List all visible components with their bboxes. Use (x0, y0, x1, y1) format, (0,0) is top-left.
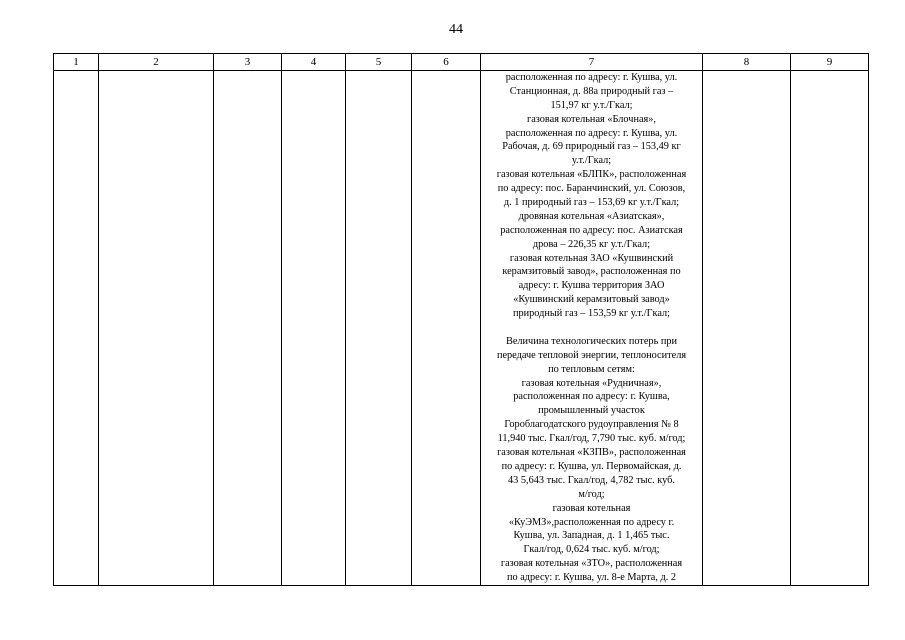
text-line: м/год; (578, 488, 605, 500)
text-line: Величина технологических потерь при (505, 335, 678, 347)
text-line: газовая котельная «Рудничная», (521, 377, 662, 389)
text-line: газовая котельная «КЗПВ», расположенная (497, 447, 686, 459)
text-line: расположенная по адресу: г. Кушва, (513, 391, 670, 403)
column-number: 1 (54, 54, 99, 71)
text-line: Рабочая, д. 69 природный газ – 153,49 кг (502, 141, 681, 153)
text-line: «Кушвинский керамзитовый завод» (513, 294, 670, 306)
column-number: 7 (481, 54, 703, 71)
column-number-row (54, 54, 869, 71)
text-line: природный газ – 153,59 кг у.т./Гкал; (512, 308, 671, 320)
table-cell-col7 (481, 71, 703, 586)
text-line: газовая котельная «Блочная», (526, 113, 656, 125)
text-line: адресу: г. Кушва территория ЗАО (518, 280, 665, 292)
table-cell-col6 (412, 71, 481, 586)
text-line: Гкал/год, 0,624 тыс. куб. м/год; (523, 544, 660, 556)
column-number: 3 (214, 54, 282, 71)
text-line: по адресу: г. Кушва, ул. 8-е Марта, д. 2 (506, 572, 677, 584)
data-table (53, 53, 869, 586)
column-number: 2 (99, 54, 214, 71)
column-number: 9 (791, 54, 869, 71)
column-number: 6 (412, 54, 481, 71)
table-cell-col9 (791, 71, 869, 586)
table-cell-col8 (703, 71, 791, 586)
text-line: газовая котельная ЗАО «Кушвинский (509, 252, 674, 264)
text-line: Кушва, ул. Западная, д. 1 1,465 тыс. (513, 530, 670, 542)
text-line: по адресу: г. Кушва, ул. Первомайская, д. (501, 460, 682, 472)
text-line: дрова – 226,35 кг у.т./Гкал; (532, 238, 651, 250)
text-line: газовая котельная (552, 502, 631, 514)
page-number: 44 (449, 22, 463, 37)
table-row (54, 71, 869, 586)
table-cell-col5 (346, 71, 412, 586)
column-number: 4 (282, 54, 346, 71)
text-line: Станционная, д. 88а природный газ – (509, 85, 674, 97)
table-cell-col2 (99, 71, 214, 586)
text-line: газовая котельная «ЗТО», расположенная (500, 558, 683, 570)
table-cell-col4 (282, 71, 346, 586)
table-cell-col1 (54, 71, 99, 586)
text-line: 11,940 тыс. Гкал/год, 7,790 тыс. куб. м/год; (497, 433, 686, 445)
blank-line (482, 321, 701, 335)
text-line: по адресу: пос. Баранчинский, ул. Союзов, (497, 183, 686, 195)
text-line: расположенная по адресу: г. Кушва, ул. (505, 72, 678, 83)
column-number: 8 (703, 54, 791, 71)
text-line: промышленный участок (538, 405, 645, 417)
table-cell-col3 (214, 71, 282, 586)
text-line: дровяная котельная «Азиатская», (518, 210, 665, 222)
text-line: расположенная по адресу: пос. Азиатская (500, 224, 683, 236)
text-line: 43 5,643 тыс. Гкал/год, 4,782 тыс. куб. (508, 474, 675, 486)
column-number: 5 (346, 54, 412, 71)
text-line: керамзитовый завод», расположенная по (502, 266, 681, 278)
text-line: у.т./Гкал; (571, 155, 612, 167)
text-line: 151,97 кг у.т./Гкал; (550, 99, 633, 111)
text-line: Гороблагодатского рудоуправления № 8 (504, 419, 679, 431)
col7-text-block (482, 71, 701, 585)
text-line: расположенная по адресу: г. Кушва, ул. (505, 127, 678, 139)
text-line: передаче тепловой энергии, теплоносителя (496, 349, 687, 361)
text-line: газовая котельная «БЛПК», расположенная (496, 169, 687, 181)
text-line: по тепловым сетям: (548, 363, 635, 375)
text-line: д. 1 природный газ – 153,69 кг у.т./Гкал; (503, 197, 680, 209)
text-line: «КуЭМЗ»,расположенная по адресу г. (508, 516, 675, 528)
